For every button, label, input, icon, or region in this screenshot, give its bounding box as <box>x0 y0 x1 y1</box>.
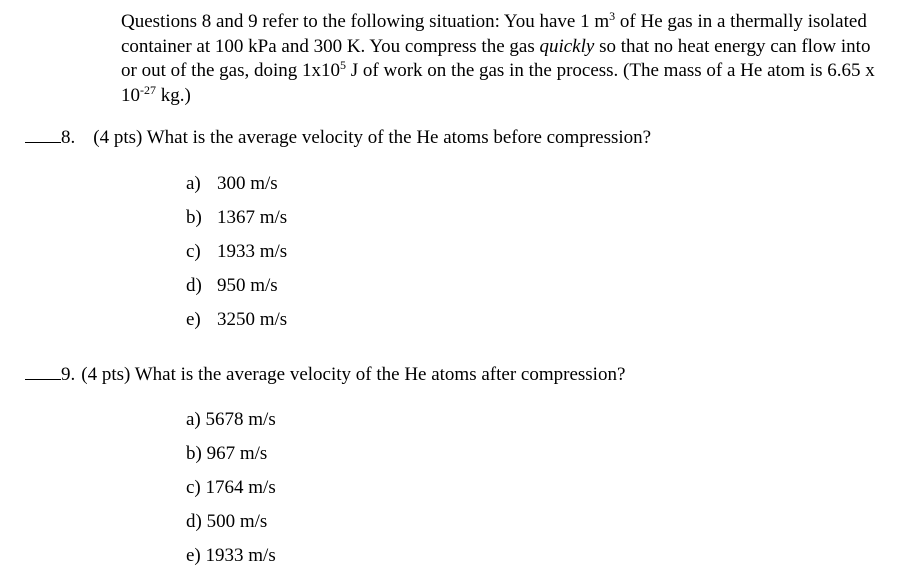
option-9d <box>186 510 276 544</box>
question-number: 9. <box>61 364 76 385</box>
intro-superscript-mass-exponent: -27 <box>140 82 156 97</box>
option-8e <box>186 308 287 342</box>
intro-superscript-cubed: 3 <box>609 9 616 23</box>
option-value: 967 m/s <box>206 443 268 464</box>
option-value: 1367 m/s <box>217 207 288 228</box>
answer-blank-9[interactable] <box>25 363 61 380</box>
option-letter: b) <box>186 443 202 464</box>
option-value: 1933 m/s <box>217 241 288 262</box>
intro-text-2: of He gas in a thermally isolated container at 100 kPa and 300 K. You compress the gas <box>121 11 867 57</box>
option-value: 500 m/s <box>206 511 268 532</box>
option-8a <box>186 172 287 206</box>
intro-text-5: kg.) <box>156 84 191 106</box>
option-value: 300 m/s <box>217 173 278 194</box>
option-value: 5678 m/s <box>205 409 276 430</box>
option-8c <box>186 240 287 274</box>
option-value: 3250 m/s <box>217 309 288 330</box>
option-9c <box>186 476 276 510</box>
option-letter: e) <box>186 309 201 330</box>
option-letter: a) <box>186 409 201 430</box>
option-9b <box>186 442 276 476</box>
intro-text-1: Questions 8 and 9 refer to the following situation: You have 1 m <box>121 11 610 32</box>
question-9 <box>25 363 625 387</box>
option-8d <box>186 274 287 308</box>
option-letter: c) <box>186 241 201 262</box>
intro-paragraph <box>121 10 891 108</box>
option-letter: a) <box>186 173 201 194</box>
option-9a <box>186 408 276 442</box>
option-letter: b) <box>186 207 202 228</box>
question-text: (4 pts) What is the average velocity of the He atoms after compression? <box>81 364 626 385</box>
intro-text-3: so that no heat energy can flow into or out of the gas, doing 1x10 <box>121 35 871 81</box>
question-number: 8. <box>61 127 76 148</box>
option-letter: e) <box>186 545 201 566</box>
option-value: 1933 m/s <box>205 545 276 566</box>
option-value: 1764 m/s <box>205 477 276 498</box>
intro-text-4: J of work on the gas in the process. (The mass of a He atom is 6.65 x 10 <box>121 60 875 106</box>
question-8 <box>25 126 651 150</box>
option-letter: d) <box>186 511 202 532</box>
option-9e <box>186 544 276 578</box>
option-letter: c) <box>186 477 201 498</box>
answer-blank-8[interactable] <box>25 126 61 143</box>
question-text: (4 pts) What is the average velocity of the He atoms before compression? <box>93 127 652 148</box>
intro-emphasis: quickly <box>539 35 595 57</box>
intro-superscript-exponent: 5 <box>340 58 347 72</box>
options-list-9 <box>186 408 276 578</box>
option-letter: d) <box>186 275 202 296</box>
option-8b <box>186 206 287 240</box>
options-list-8 <box>186 172 287 342</box>
option-value: 950 m/s <box>217 275 278 296</box>
